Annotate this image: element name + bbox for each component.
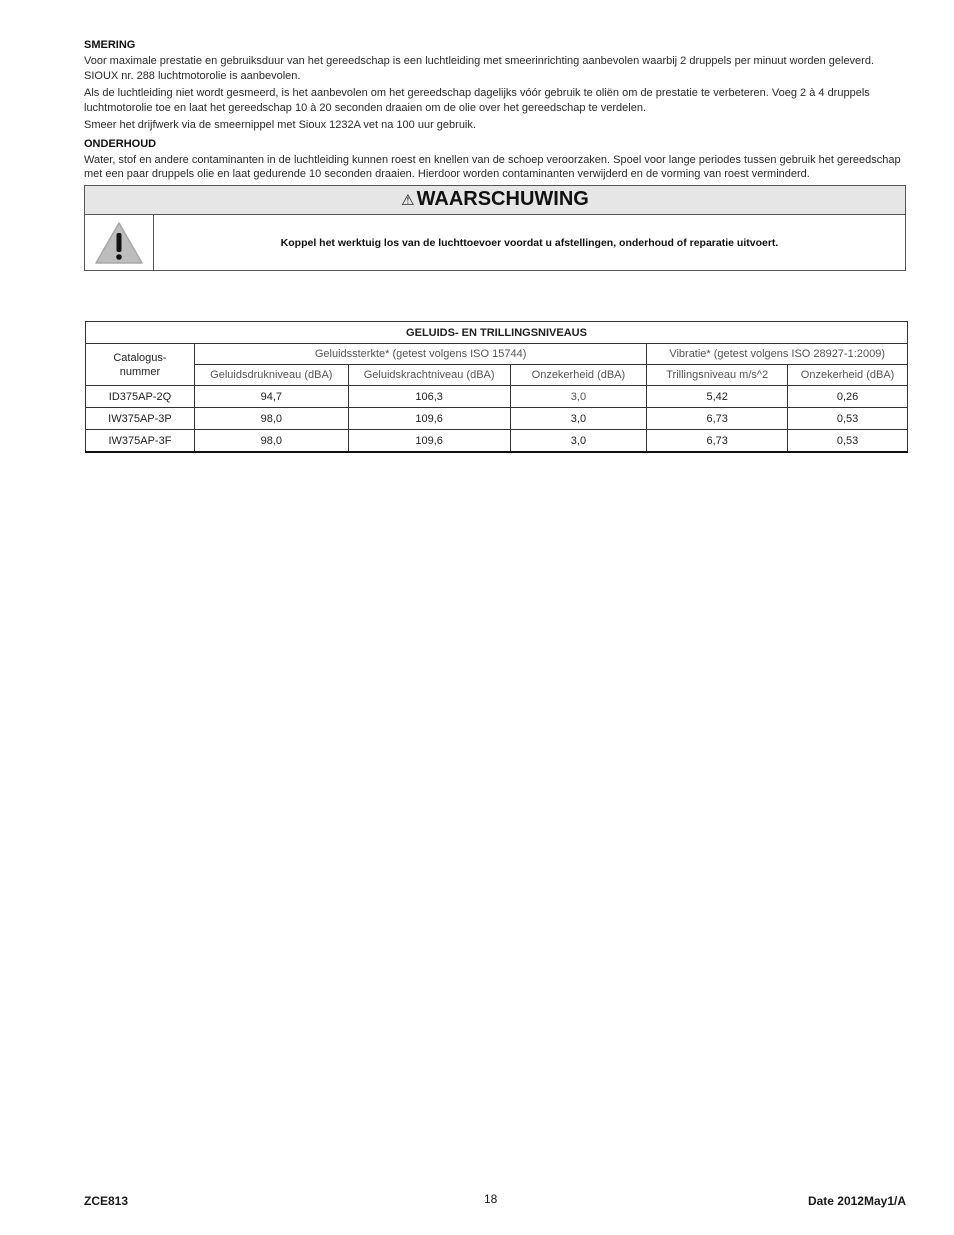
value-cell: 109,6 — [348, 408, 510, 430]
page-content — [84, 39, 908, 271]
value-cell: 94,7 — [194, 386, 348, 408]
lubrication-paragraph: Als de luchtleiding niet wordt gesmeerd, is het aanbevolen om het gereedschap dagelijks vóór gebruik te oliën om de prestatie te verbeteren. Voeg 2 à 4 druppels luchtmotorolie toe en laat het gereedschap 10 à 20 seconden draaien om de olie over het gereedschap te verdelen. — [84, 87, 870, 114]
value-cell: 0,53 — [788, 430, 908, 453]
value-cell: 109,6 — [348, 430, 510, 453]
warning-symbol: ⚠ — [401, 191, 415, 209]
value-cell: 0,26 — [788, 386, 908, 408]
warning-text: Koppel het werktuig los van de luchttoevoer voordat u afstellingen, onderhoud of reparatie uitvoert. — [280, 236, 779, 249]
column-header: Trillingsniveau m/s^2 — [647, 365, 788, 386]
model-cell: IW375AP-3F — [86, 430, 195, 453]
revision-date: Date 2012May1/A — [807, 1194, 906, 1208]
lubrication-paragraph: Voor maximale prestatie en gebruiksduur van het gereedschap is een luchtleiding met smeerinrichting aanbevolen waarbij 2 druppels per minuut worden geleverd. SIOUX nr. 288 luchtmotorolie is aanbevolen. — [84, 55, 875, 82]
table-row — [86, 408, 908, 430]
column-header: Onzekerheid (dBA) — [788, 365, 908, 386]
column-header: Geluidskrachtniveau (dBA) — [348, 365, 510, 386]
value-cell: 106,3 — [348, 386, 510, 408]
value-cell: 6,73 — [647, 408, 788, 430]
value-cell: 3,0 — [510, 408, 647, 430]
value-cell: 6,73 — [647, 430, 788, 453]
column-header: Geluidsdrukniveau (dBA) — [194, 365, 348, 386]
warning-box — [84, 185, 906, 271]
value-cell: 3,0 — [510, 386, 647, 408]
value-cell: 98,0 — [194, 408, 348, 430]
warning-title: WAARSCHUWING — [416, 188, 589, 210]
maintenance-heading: ONDERHOUD — [84, 137, 157, 150]
lubrication-paragraph: Smeer het drijfwerk via de smeernippel met Sioux 1232A vet na 100 uur gebruik. — [84, 119, 476, 131]
table-row — [86, 386, 908, 408]
vibration-group-header: Vibratie* (getest volgens ISO 28927-1:2009) — [647, 344, 908, 365]
sound-group-header: Geluidssterkte* (getest volgens ISO 15744) — [194, 344, 646, 365]
page-number: 18 — [484, 1192, 498, 1206]
value-cell: 0,53 — [788, 408, 908, 430]
table-title: GELUIDS- EN TRILLINGSNIVEAUS — [86, 322, 908, 344]
value-cell: 5,42 — [647, 386, 788, 408]
catalog-number-header: Catalogus-nummer — [86, 344, 195, 386]
exclamation-triangle-icon — [85, 215, 154, 271]
model-cell: IW375AP-3P — [86, 408, 195, 430]
maintenance-paragraph: Water, stof en andere contaminanten in de luchtleiding kunnen roest en knellen van de schoep veroorzaken. Spoel voor lange periodes tussen gebruik het gereedschap met een paar druppels olie en laat gedurende 10 seconden draaien. Hierdoor worden contaminanten verwijderd en de vorming van roest verminderd. — [84, 153, 901, 180]
warning-header — [85, 186, 905, 215]
value-cell: 98,0 — [194, 430, 348, 453]
column-header: Onzekerheid (dBA) — [510, 365, 647, 386]
lubrication-heading: SMERING — [84, 39, 136, 51]
page-footer — [84, 1192, 906, 1212]
sound-vibration-table — [85, 321, 908, 453]
document-code: ZCE813 — [84, 1194, 129, 1208]
warning-body — [85, 215, 905, 271]
table-row — [86, 430, 908, 453]
model-cell: ID375AP-2Q — [86, 386, 195, 408]
value-cell: 3,0 — [510, 430, 647, 453]
